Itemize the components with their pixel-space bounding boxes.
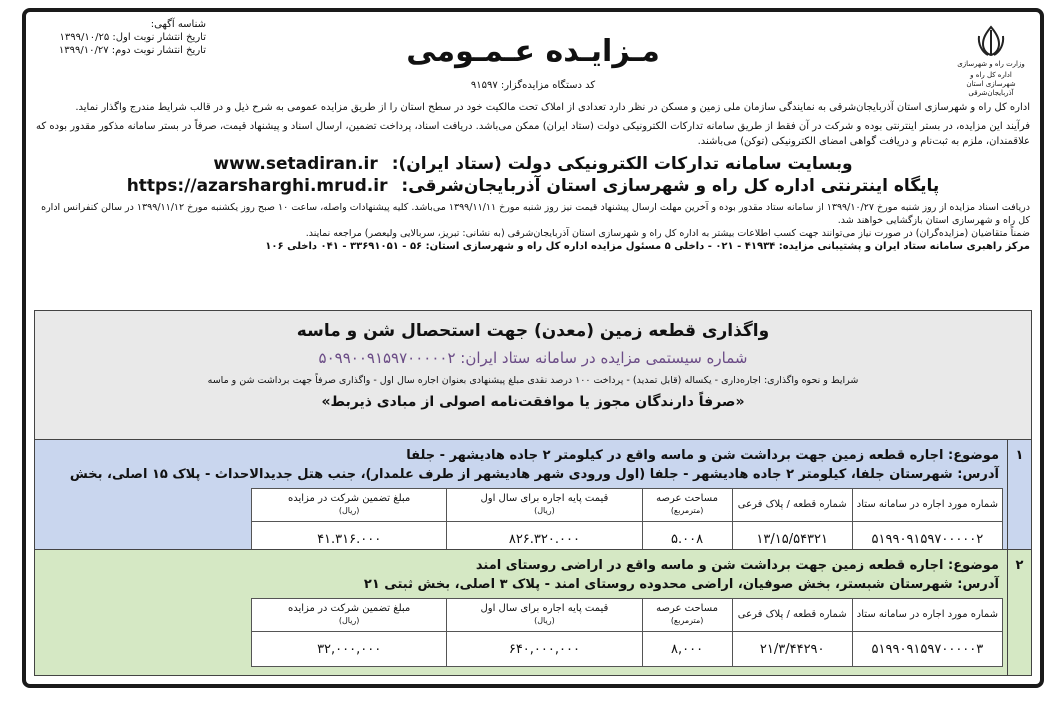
auction-box — [34, 310, 1032, 676]
info-note: ضمناً متقاضیان (مزایده‌گران) در صورت نیاز می‌توانند جهت کسب اطلاعات بیشتر به اداره کل راه و شهرسازی استان آذربایجان‌شرقی (به نشانی: تبریز، سربالایی ولیعصر) مراجعه نمایند. — [305, 228, 1030, 239]
website-setad — [26, 153, 1040, 175]
contact-info: مرکز راهبری سامانه ستاد ایران و پشتیبانی مزایده: ۴۱۹۳۴ - ۰۲۱ - داخلی ۵ مسئول مزایده اداره کل راه و شهرسازی استان: ۵۶ - ۳۳۶۹۱۰۵۱ - ۰۴۱ داخلی ۱۰۶ — [265, 241, 1030, 252]
header-base-price: قیمت پایه اجاره برای سال اول (ریال) — [447, 599, 642, 632]
table-header-row — [251, 489, 1002, 522]
item-number: ۲ — [1007, 550, 1031, 675]
cell-base-price: ۸۲۶.۳۲۰.۰۰۰ — [447, 522, 642, 557]
table-row — [251, 632, 1002, 667]
header-guarantee: مبلغ تضمین شرکت در مزایده (ریال) — [251, 599, 446, 632]
item-number: ۱ — [1007, 440, 1031, 550]
intro-paragraph-2: فرآیند این مزایده، در بستر اینترنتی بوده و شرکت در آن فقط از طریق سامانه تدارکات الکترونیکی دولت (ستاد ایران) ممکن می‌باشد. دریافت اسناد، پرداخت تضمین، ارسال اسناد و پیشنهاد قیمت، صرفاً در بستر سامانه مذکور مقدور بوده که علاقمندان، ملزم به ثبت‌نام و دریافت گواهی امضای الکترونیکی (توکن) می‌باشند. — [36, 121, 1030, 147]
item-address: آدرس: شهرستان جلفا، کیلومتر ۲ جاده هادیشهر - جلفا (اول ورودی شهر هادیشهر از طرف علمدار)، جنب هتل جدیدالاحداث - پلاک ۱۵ اصلی، بخش — [69, 467, 999, 482]
cell-contract: ۵۱۹۹۰۹۱۵۹۷۰۰۰۰۰۲ — [852, 522, 1002, 557]
header-plot: شماره قطعه / پلاک فرعی — [732, 599, 852, 632]
cell-guarantee: ۴۱.۳۱۶.۰۰۰ — [251, 522, 446, 557]
eligibility-note: «صرفاً دارندگان مجوز یا موافقت‌نامه اصولی از مبادی ذیربط» — [321, 394, 745, 410]
intro-paragraph-1: اداره کل راه و شهرسازی استان آذربایجان‌شرقی به نمایندگی سازمان ملی زمین و مسکن در نظر دارد تعدادی از املاک تحت مالکیت خود در سطح استان را از طریق مزایده عمومی به شرح ذیل و در قالب شرایط مندرج واگذار نماید. — [75, 102, 1030, 113]
cell-area: ۸,۰۰۰ — [642, 632, 732, 667]
cell-plot: ۱۳/۱۵/۵۴۳۲۱ — [732, 522, 852, 557]
second-publication-date: تاریخ انتشار نوبت دوم: ۱۳۹۹/۱۰/۲۷ — [58, 45, 206, 56]
item-address: آدرس: شهرستان شبستر، بخش صوفیان، اراضی محدوده روستای امند - پلاک ۳ اصلی، بخش ثبتی ۲۱ — [363, 577, 999, 592]
header-area: مساحت عرصه (مترمربع) — [642, 599, 732, 632]
header-contract: شماره مورد اجاره در سامانه ستاد — [852, 489, 1002, 522]
cell-base-price: ۶۴۰,۰۰۰,۰۰۰ — [447, 632, 642, 667]
website-setad-label: وبسایت سامانه تدارکات الکترونیکی دولت (ستاد ایران): — [391, 154, 853, 174]
item-table — [251, 488, 1003, 557]
website-setad-url[interactable]: www.setadiran.ir — [213, 154, 378, 174]
website-office — [26, 175, 1040, 197]
box-title: واگذاری قطعه زمین (معدن) جهت استحصال شن و ماسه — [296, 321, 770, 341]
first-publication-date: تاریخ انتشار نوبت اول: ۱۳۹۹/۱۰/۲۵ — [59, 32, 206, 43]
header-area: مساحت عرصه (مترمربع) — [642, 489, 732, 522]
header-plot: شماره قطعه / پلاک فرعی — [732, 489, 852, 522]
organization-code: کد دستگاه مزایده‌گزار: ۹۱۵۹۷ — [470, 80, 596, 91]
cell-guarantee: ۳۲,۰۰۰,۰۰۰ — [251, 632, 446, 667]
table-header-row — [251, 599, 1002, 632]
conditions: شرایط و نحوه واگذاری: اجاره‌داری - یکساله (قابل تمدید) - پرداخت ۱۰۰ درصد نقدی مبلغ پیشنهادی بعنوان اجاره سال اول - واگذاری صرفاً جهت برداشت شن و ماسه — [207, 375, 859, 386]
auction-item-2 — [35, 549, 1031, 675]
auction-item-1 — [35, 439, 1031, 550]
item-subject-block — [43, 556, 999, 594]
cell-area: ۵.۰۰۸ — [642, 522, 732, 557]
notice-id-label: شناسه آگهی: — [150, 19, 206, 30]
website-office-label: پایگاه اینترنتی اداره کل راه و شهرسازی استان آذربایجان‌شرقی: — [401, 176, 940, 196]
logo-text-2: اداره کل راه و شهرسازی استان آذربایجان‌شرقی — [966, 71, 1016, 97]
cell-plot: ۲۱/۳/۴۴۲۹۰ — [732, 632, 852, 667]
header-contract: شماره مورد اجاره در سامانه ستاد — [852, 599, 1002, 632]
page-title: مـزایـده عـمـومی — [406, 34, 660, 69]
notice-frame — [22, 8, 1044, 688]
website-office-url[interactable]: https://azarsharghi.mrud.ir — [126, 176, 388, 196]
logo-text-1: وزارت راه و شهرسازی — [957, 60, 1025, 68]
item-subject: موضوع: اجاره قطعه زمین جهت برداشت شن و ماسه واقع در اراضی روستای امند — [475, 558, 999, 573]
item-subject: موضوع: اجاره قطعه زمین جهت برداشت شن و ماسه واقع در کیلومتر ۲ جاده هادیشهر - جلفا — [406, 448, 999, 463]
cell-contract: ۵۱۹۹۰۹۱۵۹۷۰۰۰۰۰۳ — [852, 632, 1002, 667]
notice-header — [26, 12, 1040, 100]
document-dates-note: دریافت اسناد مزایده از روز شنبه مورخ ۱۳۹۹/۱۰/۲۷ از سامانه ستاد مقدور بوده و آخرین مهلت ارسال پیشنهاد قیمت نیز روز شنبه مورخ ۱۳۹۹/۱۱/۱۱ می‌باشد. کلیه پیشنهادات واصله، ساعت ۱۰ صبح روز یکشنبه مورخ ۱۳۹۹/۱۱/۱۲ در سالن کنفرانس اداره کل راه و شهرسازی استان بازگشایی خواهند شد. — [41, 202, 1030, 226]
item-table — [251, 598, 1003, 667]
publication-info — [36, 18, 206, 57]
header-base-price: قیمت پایه اجاره برای سال اول (ریال) — [447, 489, 642, 522]
system-number: شماره سیستمی مزایده در سامانه ستاد ایران: ۵۰۹۹۰۰۹۱۵۹۷۰۰۰۰۰۲ — [318, 349, 748, 367]
header-guarantee: مبلغ تضمین شرکت در مزایده (ریال) — [251, 489, 446, 522]
